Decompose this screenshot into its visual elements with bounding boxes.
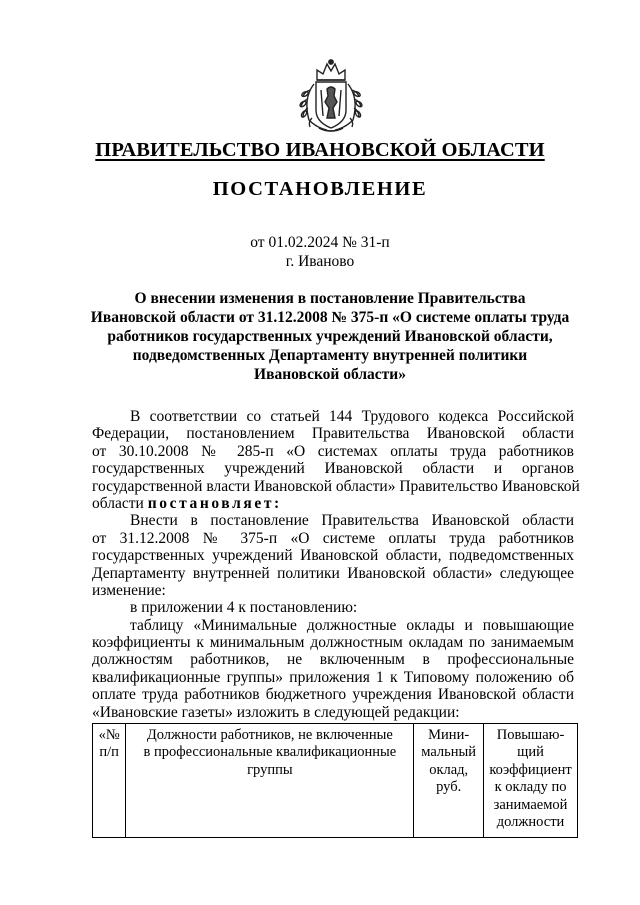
body-line: в приложении 4 к постановлению: [130,599,358,617]
subject-line: Ивановской области от 31.12.2008 № 375-п «О системе оплаты труда [90,309,570,326]
body-line: Федерации, постановлением Правительства Ивановской области [92,425,574,443]
body-line: В соответствии со статьей 144 Трудового кодекса Российской [130,408,574,425]
table-header-cell-coefficient: Повышаю- щий коэффициент к окладу по занимаемой должности [484,724,578,838]
body-line: «Ивановские газеты» изложить в следующей редакции: [92,703,460,721]
body-line [92,495,574,512]
government-name: ПРАВИТЕЛЬСТВО ИВАНОВСКОЙ ОБЛАСТИ [95,139,545,161]
body-line: квалификационные группы» приложения 1 к Типовому положению об [92,668,574,686]
document-type: ПОСТАНОВЛЕНИЕ [212,178,428,200]
document-date-number: от 01.02.2024 № 31-п [250,234,390,251]
salary-table [92,723,578,838]
table-header-row [93,724,578,838]
body-line: от 30.10.2008 № 285-п «О системах оплаты труда работников [92,442,574,460]
body-line: оплате труда работников бюджетного учреждения Ивановской области [92,686,574,704]
subject-line: подведомственных Департаменту внутренней политики [132,347,528,364]
table-header-cell-positions: Должности работников, не включенные в профессиональные квалификационные группы [126,724,414,838]
ivanovo-coat-of-arms-icon [297,58,365,134]
subject-line: Ивановской области» [254,366,406,383]
body-line: государственных учреждений Ивановской области и органов [92,460,574,478]
document-city: г. Иваново [285,253,355,270]
body-line-prefix: области [92,494,144,512]
body-line: изменение: [92,581,166,599]
table-header-cell-min-salary: Мини- мальный оклад, руб. [414,724,484,838]
body-line: от 31.12.2008 № 375-п «О системе оплаты труда работников [92,529,574,547]
body-line: Департаменту внутренней политики Ивановской области» следующее [92,564,574,582]
subject-line: О внесении изменения в постановление Правительства [134,290,526,307]
body-line: должностям работников, не включенным в профессиональные [92,651,574,669]
body-line: коэффициенты к минимальным должностным окладам по занимаемым [92,634,574,652]
table-header-cell-number: «№ п/п [93,724,126,838]
subject-line: работников государственных учреждений Ивановской области, [107,328,553,345]
body-line: таблицу «Минимальные должностные оклады и повышающие [130,616,574,634]
document-subject [80,289,580,384]
body-line: Внести в постановление Правительства Ивановской области [130,512,574,530]
body-line: государственных учреждений Ивановской области, подведомственных [92,547,574,565]
body-line: государственной власти Ивановской области» Правительство Ивановской [92,477,580,495]
decree-word: постановляет: [147,494,282,512]
document-body [92,408,580,721]
